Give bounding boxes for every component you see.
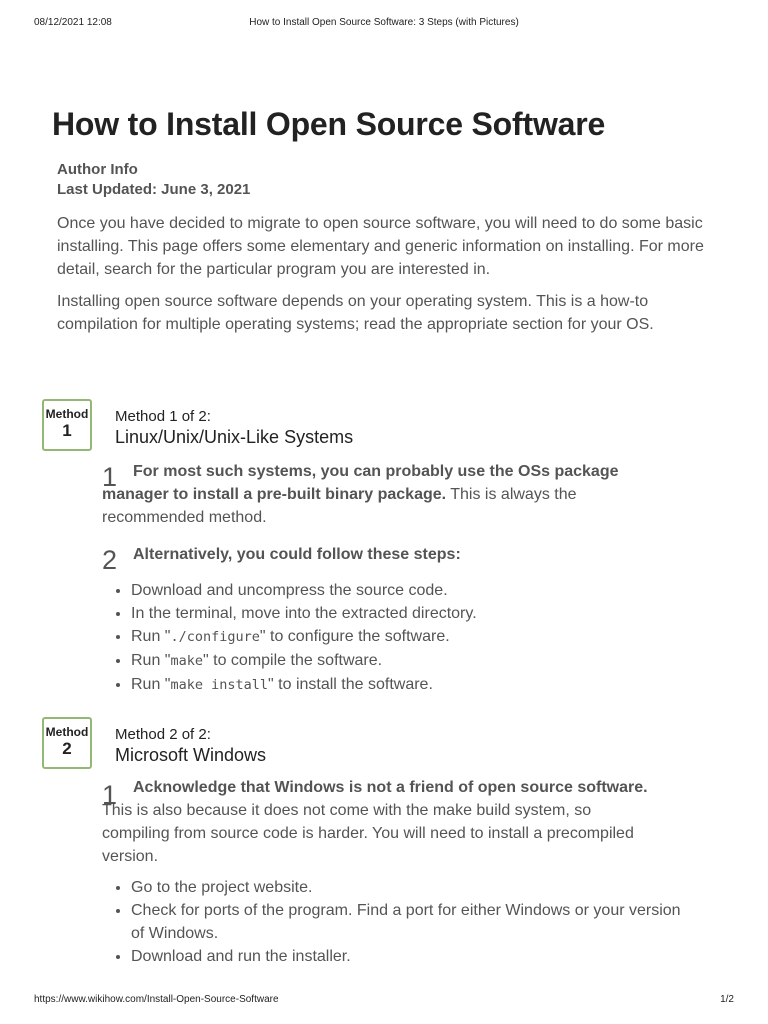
list-item: • Check for ports of the program. Find a port for either Windows or your version of Windows. <box>131 899 691 945</box>
list-item: • Download and uncompress the source code. <box>131 579 691 602</box>
method-1-badge <box>42 399 92 451</box>
list-item: • Run "make" to compile the software. <box>131 649 691 673</box>
step-bullet-list <box>114 579 691 697</box>
step-bold-text: Alternatively, you could follow these steps: <box>133 546 461 563</box>
method-badge-label: Method <box>45 407 89 421</box>
command-code: make install <box>170 677 269 693</box>
step-text <box>102 460 662 529</box>
print-footer <box>34 994 734 1008</box>
command-code: make <box>170 653 203 669</box>
method-2-subtitle: Method 2 of 2: <box>115 726 211 743</box>
list-item: • Run "make install" to install the software. <box>131 673 691 697</box>
step-number: 1 <box>102 462 118 492</box>
list-item: • Go to the project website. <box>131 876 691 899</box>
method-2-badge <box>42 717 92 769</box>
step-rest-text: This is also because it does not come with the make build system, so compiling from source code is harder. You will need to install a precompiled version. <box>102 802 634 865</box>
step-text <box>102 776 662 868</box>
step-bullet-list <box>114 876 691 968</box>
step-number: 2 <box>102 545 118 575</box>
last-updated: Last Updated: June 3, 2021 <box>57 181 251 198</box>
print-page-title: How to Install Open Source Software: 3 Steps (with Pictures) <box>249 17 519 28</box>
method-1-subtitle: Method 1 of 2: <box>115 408 211 425</box>
print-datetime: 08/12/2021 12:08 <box>34 17 112 28</box>
method-2-title: Microsoft Windows <box>115 745 267 765</box>
step-number: 1 <box>102 780 118 810</box>
step-bold-text: For most such systems, you can probably use the OSs package manager to install a pre-built binary package. <box>102 463 619 503</box>
print-header <box>34 17 734 31</box>
intro-paragraph-2: Installing open source software depends on your operating system. This is a how-to compilation for multiple operating systems; read the appropriate section for your OS. <box>57 293 654 333</box>
method-badge-label: Method <box>45 725 89 739</box>
print-url: https://www.wikihow.com/Install-Open-Source-Software <box>34 994 279 1005</box>
method-badge-number: 1 <box>62 421 72 440</box>
list-item: • Download and run the installer. <box>131 945 691 968</box>
command-code: ./configure <box>170 629 260 645</box>
print-page-number: 1/2 <box>720 994 734 1005</box>
list-item: • In the terminal, move into the extracted directory. <box>131 602 691 625</box>
step-rest-text: This is always the recommended method. <box>102 486 577 526</box>
step-text <box>102 543 662 566</box>
article-title: How to Install Open Source Software <box>52 106 606 142</box>
author-info-link[interactable]: Author Info <box>57 161 138 178</box>
method-1-title: Linux/Unix/Unix-Like Systems <box>115 427 354 447</box>
step-bold-text: Acknowledge that Windows is not a friend of open source software. <box>133 779 648 796</box>
intro-paragraph-1: Once you have decided to migrate to open source software, you will need to do some basic installing. This page offers some elementary and generic information on installing. For more detail, search for the particular program you are interested in. <box>57 215 704 278</box>
list-item: • Run "./configure" to configure the software. <box>131 625 691 649</box>
method-badge-number: 2 <box>62 739 72 758</box>
